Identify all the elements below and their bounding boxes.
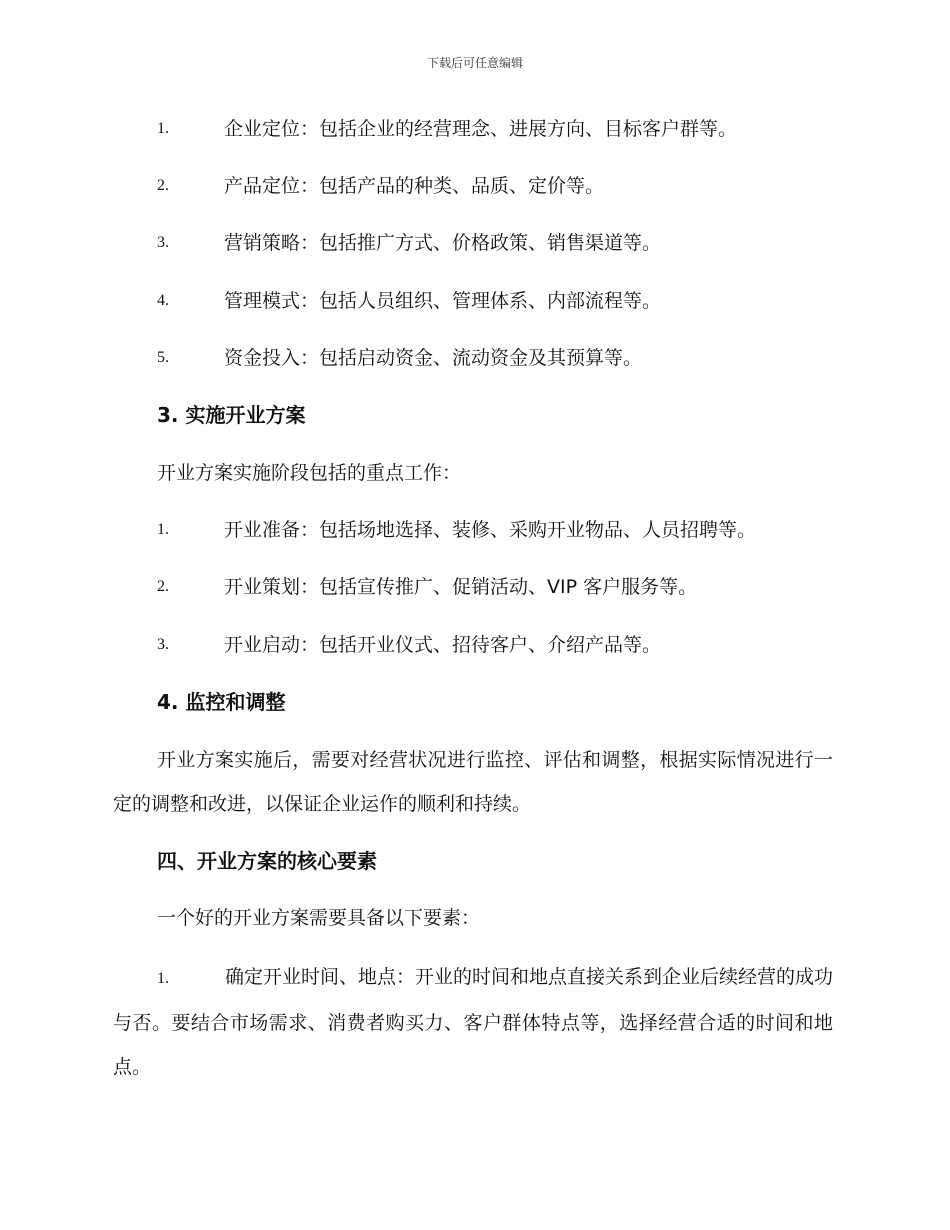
list-item xyxy=(0,286,950,316)
list-number: 2. xyxy=(157,578,169,595)
list-item-paragraph xyxy=(113,955,833,1089)
list-text: 开业策划：包括宣传推广、促销活动、VIP 客户服务等。 xyxy=(224,576,698,598)
list-number: 1. xyxy=(157,970,169,987)
list-text: 营销策略：包括推广方式、价格政策、销售渠道等。 xyxy=(224,232,662,254)
list-number: 2. xyxy=(157,177,169,194)
list-item xyxy=(0,171,950,201)
list-number: 1. xyxy=(157,120,169,137)
list-item xyxy=(0,228,950,258)
list-text: 管理模式：包括人员组织、管理体系、内部流程等。 xyxy=(224,290,662,312)
section-heading: 3. 实施开业方案 xyxy=(157,403,306,427)
list-text: 开业准备：包括场地选择、装修、采购开业物品、人员招聘等。 xyxy=(224,519,757,541)
list-text: 企业定位：包括企业的经营理念、进展方向、目标客户群等。 xyxy=(224,118,738,140)
list-item xyxy=(0,515,950,545)
page-header-note: 下载后可任意编辑 xyxy=(426,56,523,70)
list-number: 5. xyxy=(157,349,169,366)
list-number: 3. xyxy=(157,636,169,653)
list-item xyxy=(0,114,950,144)
section-intro: 一个好的开业方案需要具备以下要素： xyxy=(157,907,481,929)
list-text: 资金投入：包括启动资金、流动资金及其预算等。 xyxy=(224,347,643,369)
section-intro: 开业方案实施阶段包括的重点工作： xyxy=(157,462,462,484)
list-text: 开业启动：包括开业仪式、招待客户、介绍产品等。 xyxy=(224,634,662,656)
list-item xyxy=(0,572,950,602)
section-paragraph: 开业方案实施后，需要对经营状况进行监控、评估和调整，根据实际情况进行一定的调整和改进，以保证企业运作的顺利和持续。 xyxy=(113,749,833,815)
list-number: 1. xyxy=(157,521,169,538)
list-number: 4. xyxy=(157,292,169,309)
list-number: 3. xyxy=(157,234,169,251)
list-item xyxy=(0,343,950,373)
section-heading: 四、开业方案的核心要素 xyxy=(157,849,377,873)
list-item xyxy=(0,630,950,660)
list-text: 产品定位：包括产品的种类、品质、定价等。 xyxy=(224,175,605,197)
section-heading: 4. 监控和调整 xyxy=(157,690,286,714)
list-text: 确定开业时间、地点：开业的时间和地点直接关系到企业后续经营的成功与否。要结合市场需求、消费者购买力、客户群体特点等，选择经营合适的时间和地点。 xyxy=(113,966,834,1078)
